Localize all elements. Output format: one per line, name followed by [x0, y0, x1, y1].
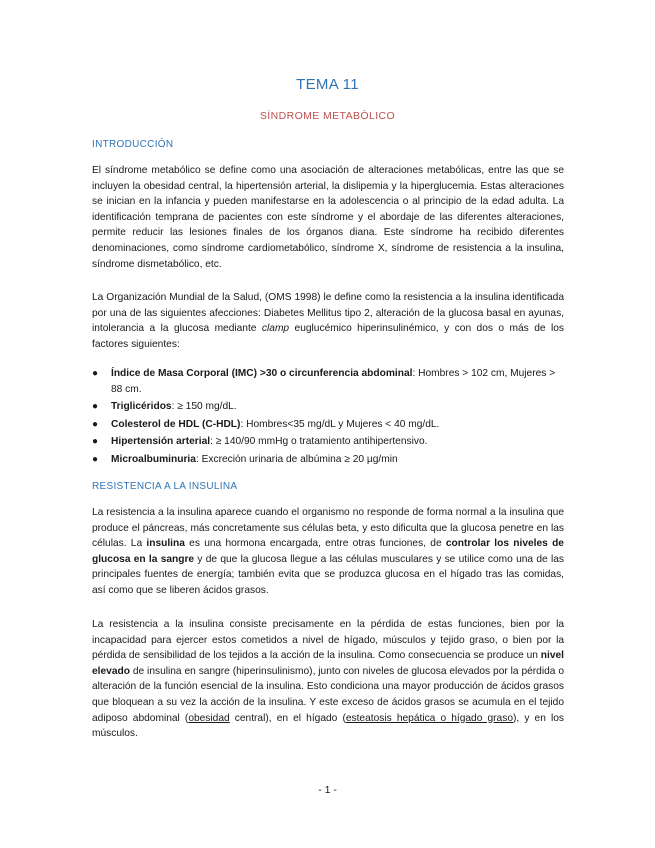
intro-paragraph-1: El síndrome metabólico se define como una asociación de alteraciones metabólicas, entre las que se incluyen la obesidad central, la hipertensión arterial, la dislipemia y la hiperglucemia. Estas alteraciones se inician en la infancia y pueden manifestarse en la adolescencia o al principio de la edad adulta. La identificación temprana de pacientes con este síndrome y el abordaje de las diferentes alteraciones, permite reducir las lesiones finales de los órganos diana. Este síndrome ha recibido diferentes denominaciones, como síndrome cardiometabólico, síndrome X, síndrome de resistencia a la insulina, síndrome dismetabólico, etc.: [92, 165, 564, 270]
list-item: [92, 399, 564, 415]
criterion-text: : Hombres > 102 cm, Mujeres > 88 cm.: [111, 368, 556, 395]
bullet-icon: ●: [92, 418, 99, 430]
resistance-p1-bold-1: insulina: [146, 538, 185, 550]
bullet-icon: ●: [92, 436, 99, 448]
criteria-list: [92, 366, 564, 470]
resistance-p2-bold: nivel elevado: [92, 650, 564, 677]
list-item: [92, 434, 564, 450]
resistance-p1-text-3: y de que la glucosa llegue a las células musculares y se utilice como una de las principales fuentes de energía; también evita que se produzca glucosa en el hígado tras las comidas, así como que se liberen ácidos grasos.: [92, 553, 564, 596]
resistance-p1-text: La resistencia a la insulina aparece cuando el organismo no responde de forma normal a la insulina que produce el páncreas, más concretamente sus células beta, y esto dificulta que la glucosa penetre en las células. La: [92, 507, 564, 550]
criterion-text: : Excreción urinaria de albúmina ≥ 20 µg/min: [195, 453, 398, 465]
intro-p2-text-end: euglucémico hiperinsulinémico, y con dos o más de los factores siguientes:: [92, 323, 565, 350]
resistance-p2-text-2: de insulina en sangre (hiperinsulinismo), junto con niveles de glucosa elevados por la pérdida o alteración de la función esencial de la insulina. Esto condiciona una mayor producción de ácidos grasos que bloquean a su vez la acción de la insulina. Y este exceso de ácidos grasos se acumula en el tejido adiposo abdominal (: [92, 665, 564, 724]
obesidad-link[interactable]: obesidad: [188, 712, 230, 724]
resistance-p2-text-3: central), en el hígado (: [229, 712, 346, 724]
resistance-heading: RESISTENCIA A LA INSULINA: [92, 481, 238, 492]
resistance-p1-bold-2: controlar los niveles de glucosa en la sangre: [92, 538, 564, 565]
list-item: [92, 417, 564, 433]
criterion-label: Índice de Masa Corporal (IMC) >: [111, 368, 266, 379]
intro-paragraph-2: [92, 290, 564, 352]
page-title: TEMA 11: [296, 76, 359, 93]
resistance-paragraph-1: [92, 505, 564, 599]
resistance-paragraph-2: [92, 617, 564, 742]
resistance-p1-text-2: es una hormona encargada, entre otras funciones, de: [184, 538, 446, 550]
criterion-text: : ≥ 140/90 mmHg o tratamiento antihipertensivo.: [210, 436, 428, 448]
page-subtitle: SÍNDROME METABÓLICO: [259, 110, 396, 122]
bullet-icon: ●: [92, 453, 99, 465]
criterion-label-2: 30 o circunferencia abdominal: [265, 368, 413, 379]
page-number: - 1 -: [318, 784, 337, 796]
criterion-text: : ≥ 150 mg/dL.: [171, 401, 237, 413]
criterion-label: Triglicéridos: [111, 401, 172, 413]
intro-heading: INTRODUCCIÓN: [92, 139, 174, 150]
criterion-label: Colesterol de HDL (C-HDL): [111, 418, 241, 430]
criterion-text: : Hombres<35 mg/dL y Mujeres < 40 mg/dL.: [240, 418, 440, 430]
resistance-p2-text: La resistencia a la insulina consiste precisamente en la pérdida de estas funciones, bien por la incapacidad para ejercer estos cometidos a nivel de hígado, músculos y tejido graso, o bien por la pérdida de sensibilidad de los tejidos a la acción de la insulina. Como consecuencia se produce un: [92, 619, 564, 662]
bullet-icon: ●: [92, 401, 99, 413]
list-item: [92, 452, 564, 468]
criterion-label: Hipertensión arterial: [111, 436, 211, 448]
resistance-p2-text-4: ), y en los músculos.: [92, 712, 564, 740]
criterion-label: Microalbuminuria: [111, 453, 196, 465]
list-item: [92, 366, 564, 397]
bullet-icon: ●: [92, 368, 99, 379]
intro-p2-clamp: clamp: [261, 323, 290, 335]
esteatosis-link[interactable]: esteatosis hepática o hígado graso: [345, 712, 513, 724]
intro-p2-text: La Organización Mundial de la Salud, (OMS 1998) le define como la resistencia a la insulina identificada por una de las siguientes afecciones: Diabetes Mellitus tipo 2, alteración de la glucosa basal en ayunas, intolerancia a la glucosa mediante: [92, 292, 564, 335]
